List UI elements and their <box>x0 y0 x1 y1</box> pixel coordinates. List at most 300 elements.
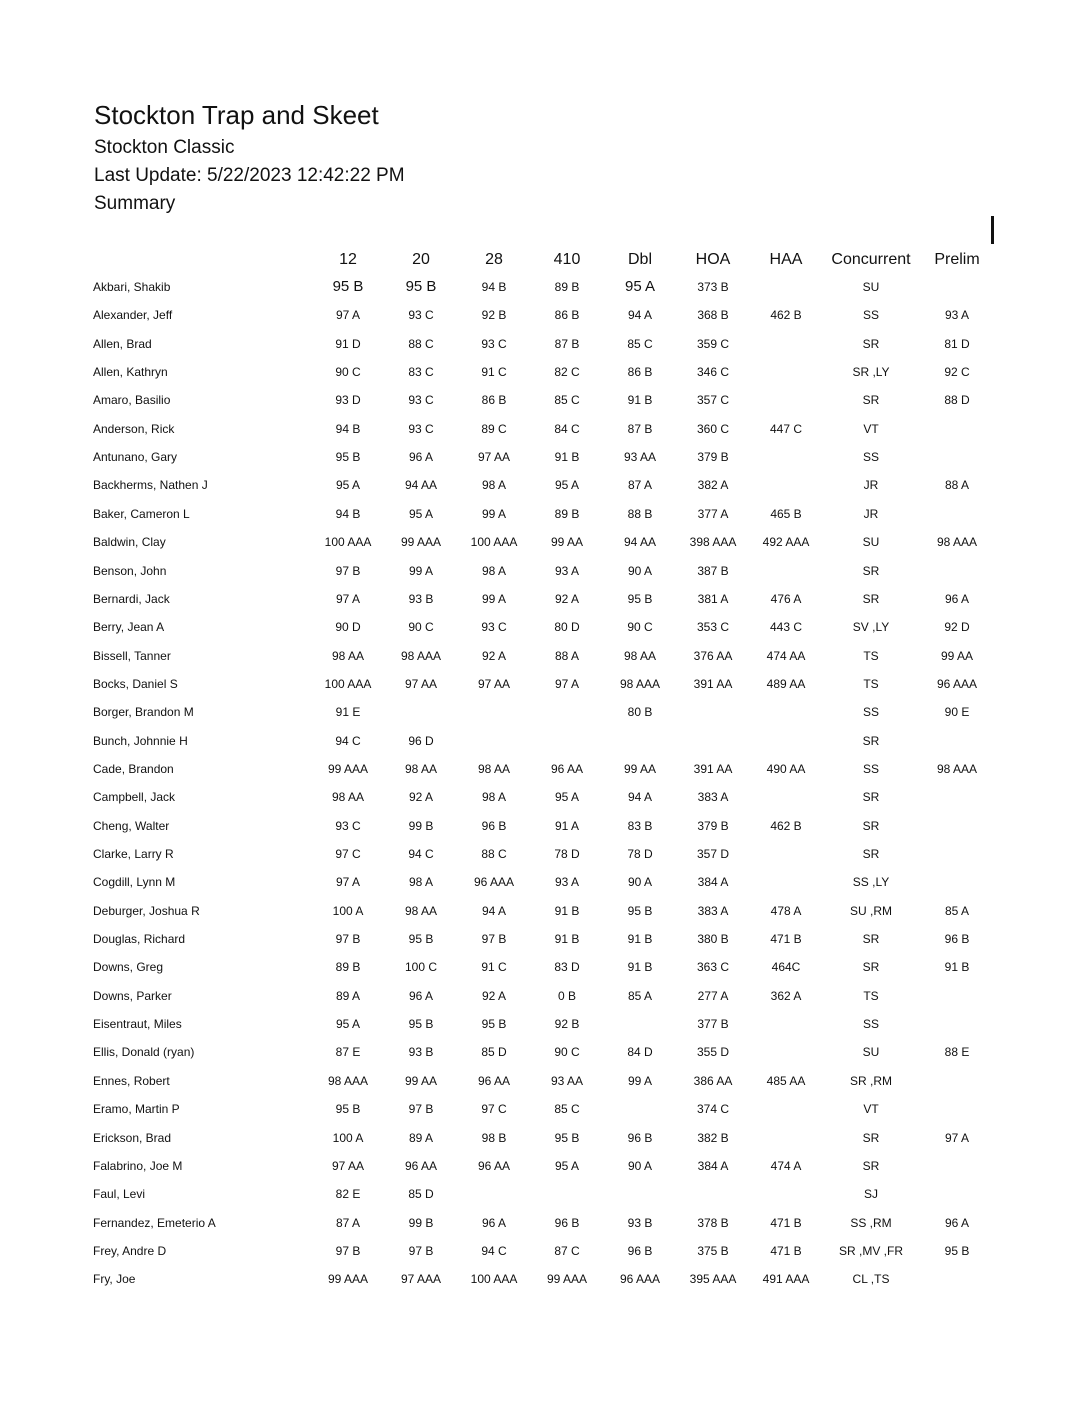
cell-28: 96 AA <box>477 1074 511 1088</box>
cell-haa: 492 AAA <box>762 535 810 549</box>
cell-20: 93 C <box>408 422 434 436</box>
table-row <box>0 985 1088 1013</box>
table-row <box>0 531 1088 559</box>
cell-concurrent: TS <box>863 989 879 1003</box>
cell-28: 99 A <box>481 507 507 521</box>
cell-12: 90 D <box>335 620 361 634</box>
cell-12: 100 AAA <box>324 535 372 549</box>
table-row <box>0 758 1088 786</box>
cell-20: 95 A <box>408 507 434 521</box>
cell-410: 96 AA <box>550 762 584 776</box>
cell-concurrent: TS <box>863 677 879 691</box>
column-header-concurrent: Concurrent <box>831 251 911 268</box>
text-cursor <box>991 216 994 244</box>
cell-12: 98 AA <box>331 649 365 663</box>
column-header-28: 28 <box>485 251 503 268</box>
shooter-name: Eramo, Martin P <box>93 1102 180 1116</box>
cell-28: 94 C <box>481 1244 507 1258</box>
shooter-name: Erickson, Brad <box>93 1131 172 1145</box>
shooter-name: Campbell, Jack <box>93 790 176 804</box>
cell-dbl: 91 B <box>627 393 653 407</box>
cell-410: 91 B <box>554 904 580 918</box>
cell-hoa: 376 AA <box>693 649 733 663</box>
table-row <box>0 276 1088 304</box>
cell-concurrent: SV ,LY <box>852 620 890 634</box>
cell-410: 95 A <box>554 478 580 492</box>
cell-prelim: 96 B <box>944 932 970 946</box>
shooter-name: Baldwin, Clay <box>93 535 166 549</box>
cell-concurrent: SS <box>862 450 879 464</box>
cell-dbl: 95 B <box>627 592 653 606</box>
table-row <box>0 673 1088 701</box>
cell-haa: 471 B <box>770 932 802 946</box>
cell-concurrent: SU <box>862 535 880 549</box>
cell-concurrent: TS <box>863 649 879 663</box>
cell-dbl: 91 B <box>627 960 653 974</box>
cell-hoa: 374 C <box>696 1102 730 1116</box>
cell-12: 91 D <box>335 337 361 351</box>
cell-hoa: 346 C <box>696 365 730 379</box>
cell-prelim: 97 A <box>944 1131 970 1145</box>
cell-dbl: 90 A <box>627 875 653 889</box>
cell-haa: 474 A <box>770 1159 802 1173</box>
cell-dbl: 78 D <box>627 847 653 861</box>
cell-28: 92 A <box>481 989 507 1003</box>
cell-hoa: 384 A <box>697 1159 729 1173</box>
cell-prelim: 91 B <box>944 960 970 974</box>
table-row <box>0 389 1088 417</box>
cell-410: 89 B <box>554 507 580 521</box>
cell-12: 97 A <box>335 592 361 606</box>
cell-410: 99 AA <box>550 535 584 549</box>
cell-dbl: 99 AA <box>623 762 657 776</box>
cell-concurrent: SU <box>862 280 880 294</box>
cell-prelim: 98 AAA <box>936 762 978 776</box>
cell-28: 98 B <box>481 1131 507 1145</box>
cell-dbl: 87 B <box>627 422 653 436</box>
cell-haa: 478 A <box>770 904 802 918</box>
cell-410: 83 D <box>554 960 580 974</box>
table-row <box>0 815 1088 843</box>
cell-28: 93 C <box>481 620 507 634</box>
cell-20: 100 C <box>404 960 438 974</box>
cell-20: 94 C <box>408 847 434 861</box>
table-row <box>0 900 1088 928</box>
cell-concurrent: SR <box>862 564 880 578</box>
cell-12: 97 C <box>335 847 361 861</box>
cell-20: 99 A <box>408 564 434 578</box>
cell-20: 97 B <box>408 1244 434 1258</box>
column-header-dbl: Dbl <box>627 251 652 268</box>
cell-hoa: 377 B <box>697 1017 729 1031</box>
cell-concurrent: SR <box>862 819 880 833</box>
cell-concurrent: SR <box>862 960 880 974</box>
shooter-name: Bissell, Tanner <box>93 649 171 663</box>
cell-410: 87 C <box>554 1244 580 1258</box>
cell-410: 82 C <box>554 365 580 379</box>
cell-dbl: 95 B <box>627 904 653 918</box>
cell-410: 91 A <box>554 819 580 833</box>
cell-concurrent: VT <box>863 1102 879 1116</box>
cell-hoa: 380 B <box>697 932 729 946</box>
cell-20: 92 A <box>408 790 434 804</box>
cell-dbl: 86 B <box>627 365 653 379</box>
cell-haa: 489 AA <box>766 677 806 691</box>
cell-12: 97 B <box>335 564 361 578</box>
table-row <box>0 1183 1088 1211</box>
cell-20: 99 B <box>408 819 434 833</box>
cell-20: 98 A <box>408 875 434 889</box>
cell-concurrent: SJ <box>863 1187 878 1201</box>
cell-hoa: 363 C <box>696 960 730 974</box>
shooter-name: Frey, Andre D <box>93 1244 167 1258</box>
table-row <box>0 701 1088 729</box>
cell-hoa: 387 B <box>697 564 729 578</box>
shooter-name: Faul, Levi <box>93 1187 146 1201</box>
shooter-name: Antunano, Gary <box>93 450 178 464</box>
cell-28: 98 A <box>481 564 507 578</box>
cell-hoa: 382 A <box>697 478 729 492</box>
cell-28: 86 B <box>481 393 507 407</box>
last-update: Last Update: 5/22/2023 12:42:22 PM <box>94 165 405 186</box>
cell-20: 89 A <box>408 1131 434 1145</box>
cell-28: 93 C <box>481 337 507 351</box>
cell-dbl: 98 AAA <box>619 677 661 691</box>
table-row <box>0 503 1088 531</box>
table-row <box>0 1098 1088 1126</box>
shooter-name: Allen, Kathryn <box>93 365 168 379</box>
table-row <box>0 730 1088 758</box>
cell-20: 98 AAA <box>400 649 442 663</box>
table-row <box>0 560 1088 588</box>
cell-410: 0 B <box>557 989 576 1003</box>
table-row <box>0 786 1088 814</box>
cell-dbl: 85 C <box>627 337 653 351</box>
cell-prelim: 96 A <box>944 1216 970 1230</box>
shooter-name: Bernardi, Jack <box>93 592 170 606</box>
shooter-name: Eisentraut, Miles <box>93 1017 182 1031</box>
cell-28: 98 A <box>481 478 507 492</box>
cell-hoa: 379 B <box>697 819 729 833</box>
cell-12: 87 E <box>335 1045 361 1059</box>
cell-12: 97 B <box>335 1244 361 1258</box>
cell-concurrent: SR ,LY <box>852 365 890 379</box>
cell-concurrent: SR <box>862 790 880 804</box>
cell-410: 95 A <box>554 790 580 804</box>
cell-concurrent: JR <box>863 478 879 492</box>
cell-dbl: 87 A <box>627 478 653 492</box>
shooter-name: Falabrino, Joe M <box>93 1159 183 1173</box>
cell-haa: 465 B <box>770 507 802 521</box>
report-title: Stockton Trap and Skeet <box>94 100 379 130</box>
cell-hoa: 381 A <box>697 592 729 606</box>
cell-haa: 471 B <box>770 1244 802 1258</box>
cell-haa: 485 AA <box>766 1074 806 1088</box>
cell-concurrent: SS ,LY <box>852 875 890 889</box>
cell-12: 94 C <box>335 734 361 748</box>
cell-28: 99 A <box>481 592 507 606</box>
shooter-name: Fernandez, Emeterio A <box>93 1216 216 1230</box>
cell-dbl: 93 AA <box>623 450 657 464</box>
table-row <box>0 418 1088 446</box>
cell-hoa: 378 B <box>697 1216 729 1230</box>
cell-hoa: 379 B <box>697 450 729 464</box>
cell-haa: 491 AAA <box>762 1272 810 1286</box>
table-row <box>0 1240 1088 1268</box>
cell-28: 91 C <box>481 365 507 379</box>
cell-concurrent: JR <box>863 507 879 521</box>
cell-hoa: 375 B <box>697 1244 729 1258</box>
shooter-name: Cogdill, Lynn M <box>93 875 176 889</box>
cell-prelim: 95 B <box>944 1244 970 1258</box>
cell-12: 98 AAA <box>327 1074 369 1088</box>
shooter-name: Douglas, Richard <box>93 932 186 946</box>
cell-20: 88 C <box>408 337 434 351</box>
cell-concurrent: VT <box>863 422 879 436</box>
cell-410: 92 B <box>554 1017 580 1031</box>
cell-hoa: 398 AAA <box>689 535 737 549</box>
cell-concurrent: SR <box>862 847 880 861</box>
cell-haa: 362 A <box>770 989 802 1003</box>
cell-410: 91 B <box>554 450 580 464</box>
cell-20: 97 B <box>408 1102 434 1116</box>
cell-28: 96 A <box>481 1216 507 1230</box>
cell-hoa: 377 A <box>697 507 729 521</box>
cell-concurrent: SU ,RM <box>850 904 892 918</box>
cell-prelim: 96 A <box>944 592 970 606</box>
cell-hoa: 368 B <box>697 308 729 322</box>
cell-prelim: 99 AA <box>940 649 974 663</box>
cell-concurrent: SR <box>862 337 880 351</box>
cell-hoa: 391 AA <box>693 762 733 776</box>
column-header-hoa: HOA <box>695 251 731 268</box>
cell-20: 96 A <box>408 450 434 464</box>
cell-haa: 471 B <box>770 1216 802 1230</box>
shooter-name: Clarke, Larry R <box>93 847 174 861</box>
cell-prelim: 85 A <box>944 904 970 918</box>
cell-20: 98 AA <box>404 904 438 918</box>
cell-concurrent: SS <box>862 308 879 322</box>
cell-haa: 447 C <box>769 422 803 436</box>
cell-20: 90 C <box>408 620 434 634</box>
cell-haa: 443 C <box>769 620 803 634</box>
cell-20: 97 AA <box>404 677 438 691</box>
cell-hoa: 357 D <box>696 847 730 861</box>
cell-hoa: 382 B <box>697 1131 729 1145</box>
table-row <box>0 1268 1088 1296</box>
cell-haa: 490 AA <box>766 762 806 776</box>
column-header-haa: HAA <box>769 251 803 268</box>
cell-20: 95 B <box>408 1017 434 1031</box>
cell-hoa: 395 AAA <box>689 1272 737 1286</box>
cell-28: 92 A <box>481 649 507 663</box>
table-row <box>0 474 1088 502</box>
cell-haa: 464C <box>771 960 801 974</box>
cell-20: 93 B <box>408 1045 434 1059</box>
shooter-name: Berry, Jean A <box>93 620 165 634</box>
table-row <box>0 928 1088 956</box>
table-row <box>0 588 1088 616</box>
table-row <box>0 871 1088 899</box>
cell-hoa: 353 C <box>696 620 730 634</box>
shooter-name: Amaro, Basilio <box>93 393 171 407</box>
column-header-20: 20 <box>412 251 430 268</box>
cell-dbl: 90 A <box>627 564 653 578</box>
shooter-name: Downs, Greg <box>93 960 164 974</box>
cell-haa: 476 A <box>770 592 802 606</box>
cell-hoa: 373 B <box>697 280 729 294</box>
cell-concurrent: SR <box>862 592 880 606</box>
table-row <box>0 1041 1088 1069</box>
table-row <box>0 843 1088 871</box>
cell-12: 97 A <box>335 875 361 889</box>
cell-20: 85 D <box>408 1187 434 1201</box>
cell-410: 80 D <box>554 620 580 634</box>
cell-prelim: 81 D <box>944 337 970 351</box>
table-row <box>0 616 1088 644</box>
cell-28: 100 AAA <box>470 535 518 549</box>
cell-dbl: 96 B <box>627 1131 653 1145</box>
cell-410: 95 A <box>554 1159 580 1173</box>
cell-410: 93 AA <box>550 1074 584 1088</box>
cell-dbl: 94 A <box>627 308 653 322</box>
cell-12: 97 AA <box>331 1159 365 1173</box>
table-row <box>0 304 1088 332</box>
shooter-name: Cheng, Walter <box>93 819 170 833</box>
cell-410: 97 A <box>554 677 580 691</box>
table-row <box>0 956 1088 984</box>
column-header-prelim: Prelim <box>934 251 980 268</box>
cell-20: 93 B <box>408 592 434 606</box>
table-row <box>0 645 1088 673</box>
shooter-name: Borger, Brandon M <box>93 705 194 719</box>
cell-12: 99 AAA <box>327 1272 369 1286</box>
cell-410: 87 B <box>554 337 580 351</box>
column-header-12: 12 <box>339 251 357 268</box>
cell-410: 96 B <box>554 1216 580 1230</box>
shooter-name: Alexander, Jeff <box>93 308 173 322</box>
cell-410: 85 C <box>554 1102 580 1116</box>
cell-prelim: 88 D <box>944 393 970 407</box>
cell-prelim: 92 D <box>944 620 970 634</box>
table-row <box>0 1212 1088 1240</box>
cell-hoa: 360 C <box>696 422 730 436</box>
cell-12: 90 C <box>335 365 361 379</box>
cell-28: 98 A <box>481 790 507 804</box>
shooter-name: Fry, Joe <box>93 1272 136 1286</box>
cell-hoa: 391 AA <box>693 677 733 691</box>
cell-28: 100 AAA <box>470 1272 518 1286</box>
cell-12: 89 A <box>335 989 361 1003</box>
cell-concurrent: SS <box>862 762 879 776</box>
cell-concurrent: SS <box>862 705 879 719</box>
cell-12: 100 AAA <box>324 677 372 691</box>
cell-28: 96 AAA <box>473 875 515 889</box>
column-header-410: 410 <box>553 251 581 268</box>
cell-dbl: 90 C <box>627 620 653 634</box>
cell-dbl: 99 A <box>627 1074 653 1088</box>
cell-dbl: 83 B <box>627 819 653 833</box>
cell-dbl: 84 D <box>627 1045 653 1059</box>
report-header <box>94 96 405 218</box>
shooter-name: Cade, Brandon <box>93 762 174 776</box>
shooter-name: Akbari, Shakib <box>93 280 171 294</box>
cell-12: 94 B <box>335 422 361 436</box>
cell-410: 89 B <box>554 280 580 294</box>
cell-12: 95 A <box>335 1017 361 1031</box>
cell-20: 99 AA <box>404 1074 438 1088</box>
cell-12: 100 A <box>332 904 364 918</box>
table-row <box>0 1155 1088 1183</box>
cell-410: 90 C <box>554 1045 580 1059</box>
cell-410: 99 AAA <box>546 1272 588 1286</box>
table-row <box>0 1070 1088 1098</box>
cell-concurrent: SS ,RM <box>850 1216 892 1230</box>
cell-410: 91 B <box>554 932 580 946</box>
cell-20: 97 AAA <box>400 1272 442 1286</box>
cell-20: 95 B <box>405 278 437 295</box>
cell-20: 93 C <box>408 393 434 407</box>
cell-prelim: 88 E <box>944 1045 970 1059</box>
cell-dbl: 98 AA <box>623 649 657 663</box>
cell-dbl: 80 B <box>627 705 653 719</box>
cell-12: 99 AAA <box>327 762 369 776</box>
cell-hoa: 383 A <box>697 790 729 804</box>
shooter-name: Backherms, Nathen J <box>93 478 208 492</box>
table-row <box>0 361 1088 389</box>
cell-12: 97 B <box>335 932 361 946</box>
cell-concurrent: SR <box>862 1131 880 1145</box>
cell-dbl: 90 A <box>627 1159 653 1173</box>
cell-concurrent: SR <box>862 932 880 946</box>
cell-20: 93 C <box>408 308 434 322</box>
cell-prelim: 88 A <box>944 478 970 492</box>
cell-12: 95 B <box>335 450 361 464</box>
cell-dbl: 91 B <box>627 932 653 946</box>
cell-12: 95 A <box>335 478 361 492</box>
cell-concurrent: SR <box>862 734 880 748</box>
cell-410: 93 A <box>554 875 580 889</box>
cell-20: 99 AAA <box>400 535 442 549</box>
cell-prelim: 90 E <box>944 705 970 719</box>
cell-12: 94 B <box>335 507 361 521</box>
cell-prelim: 92 C <box>944 365 970 379</box>
cell-410: 85 C <box>554 393 580 407</box>
cell-12: 93 D <box>335 393 361 407</box>
shooter-name: Anderson, Rick <box>93 422 175 436</box>
table-row <box>0 333 1088 361</box>
cell-12: 98 AA <box>331 790 365 804</box>
shooter-name: Ellis, Donald (ryan) <box>93 1045 195 1059</box>
cell-28: 85 D <box>481 1045 507 1059</box>
cell-hoa: 384 A <box>697 875 729 889</box>
event-name: Stockton Classic <box>94 137 235 158</box>
cell-12: 95 B <box>335 1102 361 1116</box>
cell-hoa: 355 D <box>696 1045 730 1059</box>
table-row <box>0 1127 1088 1155</box>
cell-28: 94 A <box>481 904 507 918</box>
cell-hoa: 386 AA <box>693 1074 733 1088</box>
shooter-name: Deburger, Joshua R <box>93 904 200 918</box>
cell-hoa: 383 A <box>697 904 729 918</box>
cell-haa: 474 AA <box>766 649 806 663</box>
cell-dbl: 96 AAA <box>619 1272 661 1286</box>
cell-12: 93 C <box>335 819 361 833</box>
cell-concurrent: SR <box>862 1159 880 1173</box>
cell-20: 96 D <box>408 734 434 748</box>
cell-12: 100 A <box>332 1131 364 1145</box>
cell-20: 95 B <box>408 932 434 946</box>
